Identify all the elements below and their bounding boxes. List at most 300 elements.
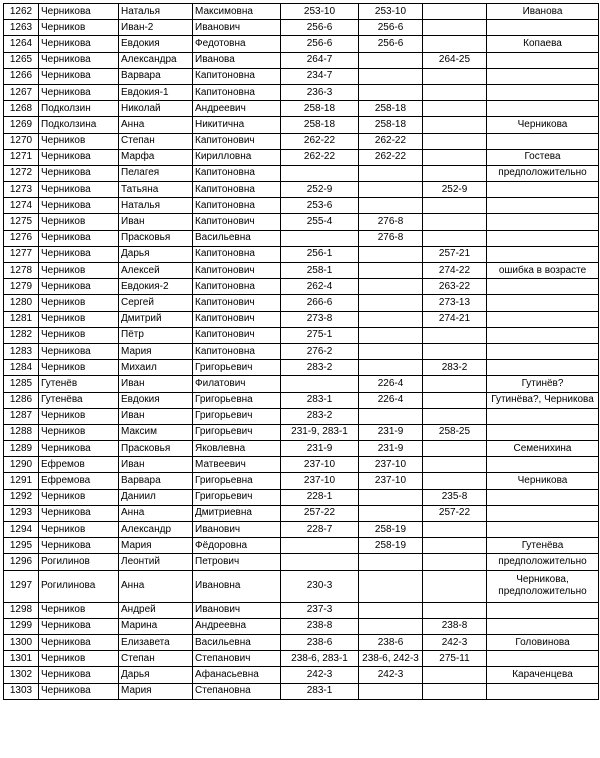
surname-cell: Черников — [39, 214, 119, 230]
table-row — [4, 505, 599, 521]
surname-cell: Ефремов — [39, 457, 119, 473]
given-name-cell: Иван — [119, 408, 193, 424]
given-name-cell: Иван — [119, 376, 193, 392]
given-name-cell: Иван — [119, 214, 193, 230]
record-ref-2-cell — [359, 52, 423, 68]
surname-cell: Черникова — [39, 634, 119, 650]
record-ref-1-cell: 258-1 — [281, 263, 359, 279]
note-cell: Семенихина — [487, 441, 599, 457]
patronymic-cell: Капитонович — [193, 214, 281, 230]
record-ref-2-cell — [359, 683, 423, 699]
table-row — [4, 489, 599, 505]
surname-cell: Черникова — [39, 149, 119, 165]
table-row — [4, 651, 599, 667]
patronymic-cell: Капитонович — [193, 311, 281, 327]
note-cell — [487, 408, 599, 424]
record-ref-3-cell: 264-25 — [423, 52, 487, 68]
table-row — [4, 424, 599, 440]
surname-cell: Черникова — [39, 618, 119, 634]
given-name-cell: Евдокия — [119, 36, 193, 52]
patronymic-cell: Иванович — [193, 602, 281, 618]
record-ref-1-cell: 228-1 — [281, 489, 359, 505]
patronymic-cell: Яковлевна — [193, 441, 281, 457]
surname-cell: Черникова — [39, 182, 119, 198]
record-ref-1-cell: 237-10 — [281, 473, 359, 489]
surname-cell: Черников — [39, 20, 119, 36]
record-ref-2-cell — [359, 246, 423, 262]
record-ref-1-cell — [281, 165, 359, 181]
record-ref-2-cell — [359, 489, 423, 505]
record-ref-2-cell: 238-6, 242-3 — [359, 651, 423, 667]
table-row — [4, 327, 599, 343]
record-ref-3-cell: 283-2 — [423, 360, 487, 376]
patronymic-cell: Афанасьевна — [193, 667, 281, 683]
patronymic-cell: Федотовна — [193, 36, 281, 52]
note-cell: Головинова — [487, 634, 599, 650]
note-cell — [487, 214, 599, 230]
table-row — [4, 376, 599, 392]
surname-cell: Черникова — [39, 198, 119, 214]
given-name-cell: Пелагея — [119, 165, 193, 181]
record-ref-2-cell — [359, 68, 423, 84]
record-ref-3-cell — [423, 473, 487, 489]
surname-cell: Рогилинова — [39, 570, 119, 602]
record-ref-3-cell — [423, 522, 487, 538]
given-name-cell: Дарья — [119, 246, 193, 262]
record-ref-3-cell — [423, 214, 487, 230]
note-cell — [487, 505, 599, 521]
table-row — [4, 570, 599, 602]
surname-cell: Черникова — [39, 84, 119, 100]
record-ref-3-cell — [423, 570, 487, 602]
record-ref-2-cell: 258-18 — [359, 101, 423, 117]
record-ref-2-cell — [359, 263, 423, 279]
record-ref-3-cell: 257-21 — [423, 246, 487, 262]
table-row — [4, 149, 599, 165]
record-ref-1-cell: 283-1 — [281, 392, 359, 408]
record-number-cell: 1283 — [4, 343, 39, 359]
record-ref-3-cell: 274-21 — [423, 311, 487, 327]
patronymic-cell: Максимовна — [193, 4, 281, 20]
record-ref-2-cell — [359, 279, 423, 295]
table-row — [4, 473, 599, 489]
record-ref-1-cell — [281, 554, 359, 570]
given-name-cell: Степан — [119, 651, 193, 667]
table-row — [4, 554, 599, 570]
record-number-cell: 1301 — [4, 651, 39, 667]
surname-cell: Черников — [39, 522, 119, 538]
record-ref-3-cell: 252-9 — [423, 182, 487, 198]
record-number-cell: 1297 — [4, 570, 39, 602]
surname-cell: Черникова — [39, 667, 119, 683]
record-number-cell: 1268 — [4, 101, 39, 117]
surname-cell: Черникова — [39, 230, 119, 246]
table-row — [4, 263, 599, 279]
given-name-cell: Дмитрий — [119, 311, 193, 327]
surname-cell: Черников — [39, 133, 119, 149]
table-row — [4, 343, 599, 359]
patronymic-cell: Капитоновна — [193, 198, 281, 214]
record-ref-2-cell: 242-3 — [359, 667, 423, 683]
given-name-cell: Александра — [119, 52, 193, 68]
record-ref-2-cell — [359, 360, 423, 376]
record-ref-3-cell — [423, 392, 487, 408]
record-number-cell: 1286 — [4, 392, 39, 408]
table-row — [4, 667, 599, 683]
record-ref-2-cell: 226-4 — [359, 376, 423, 392]
surname-cell: Черникова — [39, 52, 119, 68]
surname-cell: Черникова — [39, 505, 119, 521]
patronymic-cell: Фёдоровна — [193, 538, 281, 554]
given-name-cell: Мария — [119, 538, 193, 554]
given-name-cell: Максим — [119, 424, 193, 440]
table-row — [4, 165, 599, 181]
record-ref-2-cell — [359, 505, 423, 521]
record-ref-2-cell: 256-6 — [359, 20, 423, 36]
record-ref-1-cell: 237-3 — [281, 602, 359, 618]
record-number-cell: 1262 — [4, 4, 39, 20]
note-cell: предположительно — [487, 554, 599, 570]
surname-cell: Черникова — [39, 4, 119, 20]
records-table — [3, 3, 599, 700]
given-name-cell: Наталья — [119, 198, 193, 214]
record-number-cell: 1292 — [4, 489, 39, 505]
given-name-cell: Анна — [119, 570, 193, 602]
given-name-cell: Татьяна — [119, 182, 193, 198]
record-ref-2-cell — [359, 602, 423, 618]
given-name-cell: Мария — [119, 343, 193, 359]
record-number-cell: 1302 — [4, 667, 39, 683]
record-ref-3-cell — [423, 68, 487, 84]
note-cell: Черникова — [487, 473, 599, 489]
surname-cell: Черников — [39, 263, 119, 279]
surname-cell: Подколзина — [39, 117, 119, 133]
table-row — [4, 441, 599, 457]
patronymic-cell: Филатович — [193, 376, 281, 392]
record-ref-1-cell: 253-10 — [281, 4, 359, 20]
note-cell — [487, 246, 599, 262]
surname-cell: Черников — [39, 311, 119, 327]
surname-cell: Черников — [39, 424, 119, 440]
note-cell — [487, 230, 599, 246]
patronymic-cell: Капитонович — [193, 133, 281, 149]
note-cell — [487, 683, 599, 699]
record-number-cell: 1263 — [4, 20, 39, 36]
given-name-cell: Евдокия-1 — [119, 84, 193, 100]
record-number-cell: 1272 — [4, 165, 39, 181]
table-row — [4, 68, 599, 84]
record-ref-2-cell — [359, 182, 423, 198]
record-ref-2-cell — [359, 327, 423, 343]
table-row — [4, 230, 599, 246]
record-number-cell: 1300 — [4, 634, 39, 650]
note-cell — [487, 198, 599, 214]
note-cell — [487, 68, 599, 84]
record-ref-3-cell: 242-3 — [423, 634, 487, 650]
patronymic-cell: Капитонович — [193, 327, 281, 343]
record-ref-3-cell: 273-13 — [423, 295, 487, 311]
record-number-cell: 1284 — [4, 360, 39, 376]
patronymic-cell: Кирилловна — [193, 149, 281, 165]
given-name-cell: Дарья — [119, 667, 193, 683]
surname-cell: Черников — [39, 295, 119, 311]
record-ref-3-cell: 235-8 — [423, 489, 487, 505]
patronymic-cell: Капитоновна — [193, 279, 281, 295]
record-ref-1-cell: 262-22 — [281, 149, 359, 165]
record-ref-1-cell: 283-2 — [281, 408, 359, 424]
given-name-cell: Варвара — [119, 68, 193, 84]
record-ref-1-cell: 258-18 — [281, 101, 359, 117]
record-ref-3-cell — [423, 133, 487, 149]
note-cell — [487, 602, 599, 618]
record-number-cell: 1273 — [4, 182, 39, 198]
surname-cell: Черников — [39, 489, 119, 505]
given-name-cell: Даниил — [119, 489, 193, 505]
table-row — [4, 602, 599, 618]
patronymic-cell: Васильевна — [193, 634, 281, 650]
record-ref-2-cell: 262-22 — [359, 149, 423, 165]
patronymic-cell: Иванович — [193, 522, 281, 538]
surname-cell: Подколзин — [39, 101, 119, 117]
record-number-cell: 1281 — [4, 311, 39, 327]
record-ref-2-cell — [359, 570, 423, 602]
note-cell: Черникова — [487, 117, 599, 133]
given-name-cell: Анна — [119, 117, 193, 133]
table-row — [4, 279, 599, 295]
record-ref-2-cell — [359, 618, 423, 634]
surname-cell: Черников — [39, 408, 119, 424]
record-ref-2-cell: 258-18 — [359, 117, 423, 133]
record-ref-2-cell: 226-4 — [359, 392, 423, 408]
given-name-cell: Прасковья — [119, 230, 193, 246]
record-ref-3-cell: 263-22 — [423, 279, 487, 295]
note-cell — [487, 133, 599, 149]
record-ref-3-cell: 275-11 — [423, 651, 487, 667]
table-row — [4, 84, 599, 100]
record-ref-3-cell — [423, 198, 487, 214]
record-ref-2-cell: 237-10 — [359, 473, 423, 489]
table-row — [4, 101, 599, 117]
patronymic-cell: Григорьевна — [193, 473, 281, 489]
record-ref-1-cell: 238-8 — [281, 618, 359, 634]
note-cell — [487, 279, 599, 295]
note-cell: Черникова, предположительно — [487, 570, 599, 602]
given-name-cell: Леонтий — [119, 554, 193, 570]
table-row — [4, 133, 599, 149]
table-row — [4, 522, 599, 538]
record-ref-3-cell — [423, 230, 487, 246]
table-row — [4, 618, 599, 634]
surname-cell: Черникова — [39, 683, 119, 699]
patronymic-cell: Григорьевич — [193, 408, 281, 424]
given-name-cell: Андрей — [119, 602, 193, 618]
record-ref-3-cell: 238-8 — [423, 618, 487, 634]
note-cell — [487, 84, 599, 100]
note-cell: ошибка в возрасте — [487, 263, 599, 279]
note-cell — [487, 424, 599, 440]
note-cell: Караченцева — [487, 667, 599, 683]
surname-cell: Черникова — [39, 538, 119, 554]
note-cell — [487, 327, 599, 343]
patronymic-cell: Никитична — [193, 117, 281, 133]
record-ref-2-cell: 237-10 — [359, 457, 423, 473]
note-cell — [487, 651, 599, 667]
record-ref-1-cell: 238-6 — [281, 634, 359, 650]
record-ref-2-cell: 276-8 — [359, 230, 423, 246]
note-cell — [487, 457, 599, 473]
given-name-cell: Наталья — [119, 4, 193, 20]
note-cell — [487, 618, 599, 634]
record-ref-2-cell: 253-10 — [359, 4, 423, 20]
surname-cell: Черникова — [39, 441, 119, 457]
table-row — [4, 392, 599, 408]
given-name-cell: Евдокия-2 — [119, 279, 193, 295]
patronymic-cell: Матвеевич — [193, 457, 281, 473]
record-number-cell: 1275 — [4, 214, 39, 230]
note-cell — [487, 360, 599, 376]
table-row — [4, 457, 599, 473]
surname-cell: Черникова — [39, 165, 119, 181]
record-ref-1-cell: 262-4 — [281, 279, 359, 295]
record-ref-1-cell: 238-6, 283-1 — [281, 651, 359, 667]
surname-cell: Ефремова — [39, 473, 119, 489]
record-number-cell: 1279 — [4, 279, 39, 295]
given-name-cell: Евдокия — [119, 392, 193, 408]
record-ref-1-cell: 231-9 — [281, 441, 359, 457]
record-ref-3-cell: 274-22 — [423, 263, 487, 279]
record-ref-1-cell: 228-7 — [281, 522, 359, 538]
patronymic-cell: Капитонович — [193, 263, 281, 279]
record-ref-3-cell — [423, 149, 487, 165]
table-row — [4, 311, 599, 327]
record-ref-3-cell — [423, 165, 487, 181]
record-ref-2-cell — [359, 295, 423, 311]
note-cell — [487, 522, 599, 538]
record-number-cell: 1293 — [4, 505, 39, 521]
given-name-cell: Николай — [119, 101, 193, 117]
table-row — [4, 182, 599, 198]
record-ref-3-cell — [423, 36, 487, 52]
patronymic-cell: Григорьевич — [193, 360, 281, 376]
record-ref-3-cell: 258-25 — [423, 424, 487, 440]
surname-cell: Черников — [39, 651, 119, 667]
record-ref-3-cell — [423, 554, 487, 570]
table-row — [4, 408, 599, 424]
table-row — [4, 198, 599, 214]
given-name-cell: Иван — [119, 457, 193, 473]
record-ref-1-cell: 242-3 — [281, 667, 359, 683]
record-ref-1-cell: 256-6 — [281, 36, 359, 52]
note-cell: Копаева — [487, 36, 599, 52]
record-number-cell: 1267 — [4, 84, 39, 100]
given-name-cell: Александр — [119, 522, 193, 538]
record-ref-1-cell: 236-3 — [281, 84, 359, 100]
record-number-cell: 1289 — [4, 441, 39, 457]
record-ref-2-cell: 262-22 — [359, 133, 423, 149]
patronymic-cell: Андреевна — [193, 618, 281, 634]
patronymic-cell: Капитоновна — [193, 84, 281, 100]
patronymic-cell: Капитоновна — [193, 182, 281, 198]
given-name-cell: Иван-2 — [119, 20, 193, 36]
record-ref-3-cell — [423, 441, 487, 457]
record-number-cell: 1295 — [4, 538, 39, 554]
record-ref-1-cell: 230-3 — [281, 570, 359, 602]
record-ref-2-cell — [359, 343, 423, 359]
note-cell: Гостева — [487, 149, 599, 165]
note-cell: Гутинёва?, Черникова — [487, 392, 599, 408]
surname-cell: Черников — [39, 360, 119, 376]
given-name-cell: Михаил — [119, 360, 193, 376]
table-row — [4, 4, 599, 20]
record-ref-1-cell: 234-7 — [281, 68, 359, 84]
record-ref-1-cell: 275-1 — [281, 327, 359, 343]
record-ref-2-cell — [359, 198, 423, 214]
record-ref-2-cell — [359, 554, 423, 570]
record-ref-1-cell: 256-6 — [281, 20, 359, 36]
record-ref-3-cell — [423, 376, 487, 392]
note-cell — [487, 311, 599, 327]
note-cell — [487, 489, 599, 505]
record-ref-3-cell — [423, 602, 487, 618]
record-number-cell: 1298 — [4, 602, 39, 618]
table-row — [4, 360, 599, 376]
record-ref-1-cell: 256-1 — [281, 246, 359, 262]
given-name-cell: Алексей — [119, 263, 193, 279]
record-ref-3-cell — [423, 101, 487, 117]
record-number-cell: 1288 — [4, 424, 39, 440]
record-number-cell: 1303 — [4, 683, 39, 699]
note-cell — [487, 295, 599, 311]
note-cell: предположительно — [487, 165, 599, 181]
record-ref-1-cell: 264-7 — [281, 52, 359, 68]
table-row — [4, 214, 599, 230]
table-row — [4, 295, 599, 311]
record-ref-1-cell: 283-1 — [281, 683, 359, 699]
note-cell: Гутенёва — [487, 538, 599, 554]
surname-cell: Черников — [39, 327, 119, 343]
record-number-cell: 1294 — [4, 522, 39, 538]
record-ref-2-cell — [359, 84, 423, 100]
record-number-cell: 1287 — [4, 408, 39, 424]
table-row — [4, 20, 599, 36]
patronymic-cell: Капитонович — [193, 295, 281, 311]
record-ref-1-cell — [281, 230, 359, 246]
given-name-cell: Прасковья — [119, 441, 193, 457]
record-ref-3-cell — [423, 84, 487, 100]
record-ref-3-cell — [423, 683, 487, 699]
record-number-cell: 1291 — [4, 473, 39, 489]
record-ref-2-cell — [359, 408, 423, 424]
surname-cell: Черникова — [39, 68, 119, 84]
patronymic-cell: Ивановна — [193, 570, 281, 602]
record-number-cell: 1280 — [4, 295, 39, 311]
record-number-cell: 1285 — [4, 376, 39, 392]
given-name-cell: Сергей — [119, 295, 193, 311]
note-cell — [487, 52, 599, 68]
given-name-cell: Мария — [119, 683, 193, 699]
surname-cell: Черникова — [39, 279, 119, 295]
record-ref-3-cell — [423, 4, 487, 20]
table-row — [4, 52, 599, 68]
patronymic-cell: Иванович — [193, 20, 281, 36]
record-ref-1-cell: 262-22 — [281, 133, 359, 149]
note-cell — [487, 182, 599, 198]
record-number-cell: 1270 — [4, 133, 39, 149]
record-ref-3-cell — [423, 20, 487, 36]
patronymic-cell: Петрович — [193, 554, 281, 570]
surname-cell: Рогилинов — [39, 554, 119, 570]
record-number-cell: 1282 — [4, 327, 39, 343]
